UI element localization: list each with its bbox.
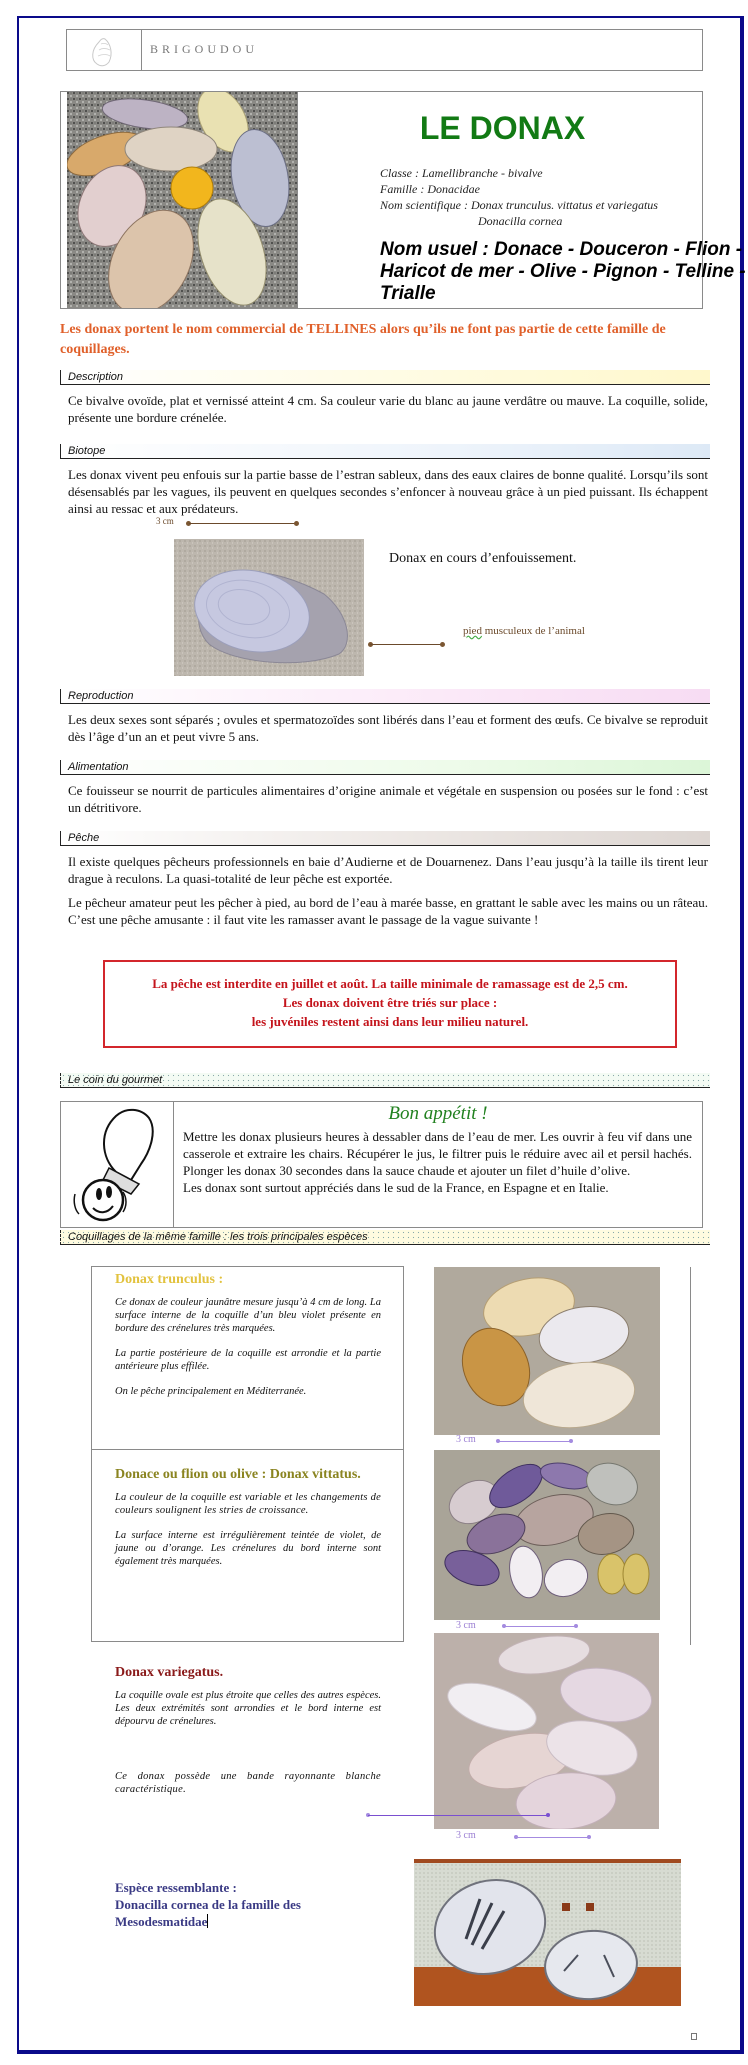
title-block	[60, 91, 746, 309]
scale-line	[504, 1626, 576, 1627]
scientific-name-line: Nom scientifique : Donax trunculus. vittatus et variegatus	[380, 198, 658, 212]
text-cursor	[207, 1914, 208, 1928]
species-paragraph: Ce donax possède une bande rayonnante blanche caractéristique.	[115, 1771, 381, 1795]
species-right-rule	[690, 1267, 691, 1645]
species-title: Donace ou flion ou olive : Donax vittatus.	[115, 1467, 361, 1482]
variegatus-photo	[434, 1633, 659, 1829]
section-heading-alimentation: Alimentation	[60, 760, 710, 775]
species-trunculus	[115, 1272, 381, 1398]
section-heading-gourmet: Le coin du gourmet	[60, 1073, 710, 1088]
section-heading-description: Description	[60, 370, 710, 385]
usual-names: Nom usuel : Donace - Douceron - Flion - Haricot de mer - Olive - Pignon - Telline - Trialle	[380, 239, 746, 304]
species-divider	[91, 1449, 404, 1450]
chef-hat-icon	[61, 1102, 174, 1229]
gourmet-box	[60, 1101, 703, 1228]
reproduction-text: Les deux sexes sont séparés ; ovules et spermatozoïdes sont libérés dans l’eau et forment des œufs. Ce bivalve se reproduit dès l’âge d’un an et peut vivre 5 ans.	[68, 712, 708, 744]
regulation-line-1: La pêche est interdite en juillet et août. La taille minimale de ramassage est de 2,5 cm.	[152, 976, 628, 991]
family-line: Famille : Donacidae	[380, 182, 480, 196]
similar-species	[115, 1879, 301, 1930]
shell-logo-icon	[67, 30, 142, 72]
burrow-photo-art	[174, 539, 364, 676]
species-vittatus	[115, 1467, 381, 1568]
foot-pointer-dot-end	[440, 642, 445, 647]
peche-text-1: Il existe quelques pêcheurs professionnels en baie d’Audierne et de Douarnenez. Dans l’eau jusqu’à la taille ils tirent leur drague à reculons. La quasi-totalité de leur pêche est exportée.	[68, 854, 708, 886]
peche-text-2: Le pêcheur amateur peut les pêcher à pied, au bord de l’eau à marée basse, en grattant le sable avec les mains ou un râteau. C’est une pêche amusante : il faut vite les ramasser avant le passage de la vague suivante !	[68, 895, 708, 927]
scale-line	[189, 523, 296, 524]
title-info	[303, 92, 746, 308]
similar-species-label: Espèce ressemblante :	[115, 1880, 237, 1895]
similar-species-name-1: Donacilla cornea de la famille des	[115, 1897, 301, 1912]
trunculus-photo-art	[434, 1267, 660, 1435]
scale-label: 3 cm	[456, 1830, 476, 1841]
class-line: Classe : Lamellibranche - bivalve	[380, 166, 543, 180]
chef-illustration-cell	[61, 1102, 174, 1227]
fishing-regulation-box	[103, 960, 677, 1048]
gourmet-title: Bon appétit !	[388, 1103, 488, 1124]
scale-dot-end	[294, 521, 299, 526]
scale-label: 3 cm	[156, 516, 174, 526]
scale-label: 3 cm	[456, 1434, 476, 1445]
variegatus-photo-art	[434, 1633, 659, 1829]
classification	[380, 165, 658, 229]
foot-label-word: pied	[463, 625, 482, 637]
section-heading-peche: Pêche	[60, 831, 710, 846]
vittatus-photo	[434, 1450, 660, 1620]
pointer-line	[368, 1815, 548, 1816]
similar-species-name-2-wrap[interactable]	[115, 1913, 301, 1930]
scale-line	[498, 1441, 570, 1442]
scientific-name-line-2: Donacilla cornea	[478, 214, 563, 228]
paragraph-end-marker	[691, 2033, 697, 2040]
donax-shells-photo	[67, 92, 298, 308]
burrowing-donax-photo	[174, 539, 364, 676]
species-title: Donax trunculus :	[115, 1272, 224, 1287]
biotope-text: Les donax vivent peu enfouis sur la partie basse de l’estran sableux, dans des eaux claires de bonne qualité. Lorsqu’ils sont désensablés par les vagues, ils peuvent en quelques secondes s’enfoncer à nouveau grâce à un pied puissant. Ils échappent ainsi au ressac et aux prédateurs.	[68, 467, 708, 516]
scale-dot-end	[569, 1439, 573, 1443]
species-paragraph: Ce donax de couleur jaunâtre mesure jusqu’à 4 cm de long. La surface interne de la coquille d’un bleu violet présente en bordure des crénelures très marquées.	[115, 1297, 381, 1334]
section-heading-species: Coquillages de la même famille : les trois principales espèces	[60, 1230, 710, 1245]
intro-note: Les donax portent le nom commercial de TELLINES alors qu’ils ne font pas partie de cette famille de coquillages.	[60, 322, 666, 357]
recipe-note: Les donax sont surtout appréciés dans le sud de la France, en Espagne et en Italie.	[183, 1180, 609, 1195]
species-paragraph: La partie postérieure de la coquille est arrondie et la partie antérieure plus effilée.	[115, 1348, 381, 1372]
foot-pointer-line	[370, 644, 442, 645]
species-paragraph: On le pêche principalement en Méditerranée.	[115, 1386, 307, 1397]
scale-dot-end	[574, 1624, 578, 1628]
species-variegatus	[115, 1665, 381, 1796]
page-title: LE DONAX	[419, 110, 586, 146]
regulation-line-2: Les donax doivent être triés sur place :	[282, 995, 498, 1010]
recipe-steps: Mettre les donax plusieurs heures à dessabler dans de l’eau de mer. Les ouvrir à feu vif dans une casserole et extraire les chairs. Récupérer le jus, le filtrer puis le réduire avec ail et persil hachés. Plonger les donax 30 secondes dans la sauce chaude et ajouter un filet d’huile d’olive.	[183, 1129, 692, 1178]
species-title: Donax variegatus.	[115, 1665, 224, 1680]
section-heading-biotope: Biotope	[60, 444, 710, 459]
burrow-caption: Donax en cours d’enfouissement.	[389, 551, 577, 566]
shells-photo-art	[67, 92, 298, 308]
species-paragraph: La coquille ovale est plus étroite que celles des autres espèces. Les deux extrémités sont arrondies et le bord interne est dépourvu de crénelures.	[115, 1690, 381, 1727]
brand-name[interactable]: BRIGOUDOU	[150, 42, 258, 56]
species-paragraph: La surface interne est irrégulièrement teintée de violet, de jaune ou d’orange. Les crénelures du bord interne sont également très marquées.	[115, 1530, 381, 1567]
logo-cell	[67, 30, 142, 70]
donacilla-photo	[414, 1859, 681, 2006]
vittatus-photo-art	[434, 1450, 660, 1620]
regulation-line-3: les juvéniles restent ainsi dans leur milieu naturel.	[251, 1014, 529, 1029]
section-heading-reproduction: Reproduction	[60, 689, 710, 704]
species-paragraph: La couleur de la coquille est variable et les changements de couleurs soulignent les stries de croissance.	[115, 1492, 381, 1516]
foot-label	[463, 625, 585, 637]
alimentation-text: Ce fouisseur se nourrit de particules alimentaires d’origine animale et végétale en suspension ou posées sur le fond : c’est un détritivore.	[68, 783, 708, 815]
site-header	[66, 29, 703, 71]
foot-label-rest: musculeux de l’animal	[481, 625, 585, 637]
recipe-text	[183, 1128, 692, 1196]
scale-dot-end	[587, 1835, 591, 1839]
similar-species-name-2: Mesodesmatidae	[115, 1914, 208, 1929]
donacilla-photo-art	[414, 1859, 681, 2006]
scale-label: 3 cm	[456, 1620, 476, 1631]
description-text: Ce bivalve ovoïde, plat et vernissé atteint 4 cm. Sa couleur varie du blanc au jaune verdâtre ou mauve. La coquille, solide, présente une bordure crénelée.	[68, 393, 708, 425]
scale-line	[516, 1837, 588, 1838]
trunculus-photo	[434, 1267, 660, 1435]
pointer-dot-end	[546, 1813, 550, 1817]
